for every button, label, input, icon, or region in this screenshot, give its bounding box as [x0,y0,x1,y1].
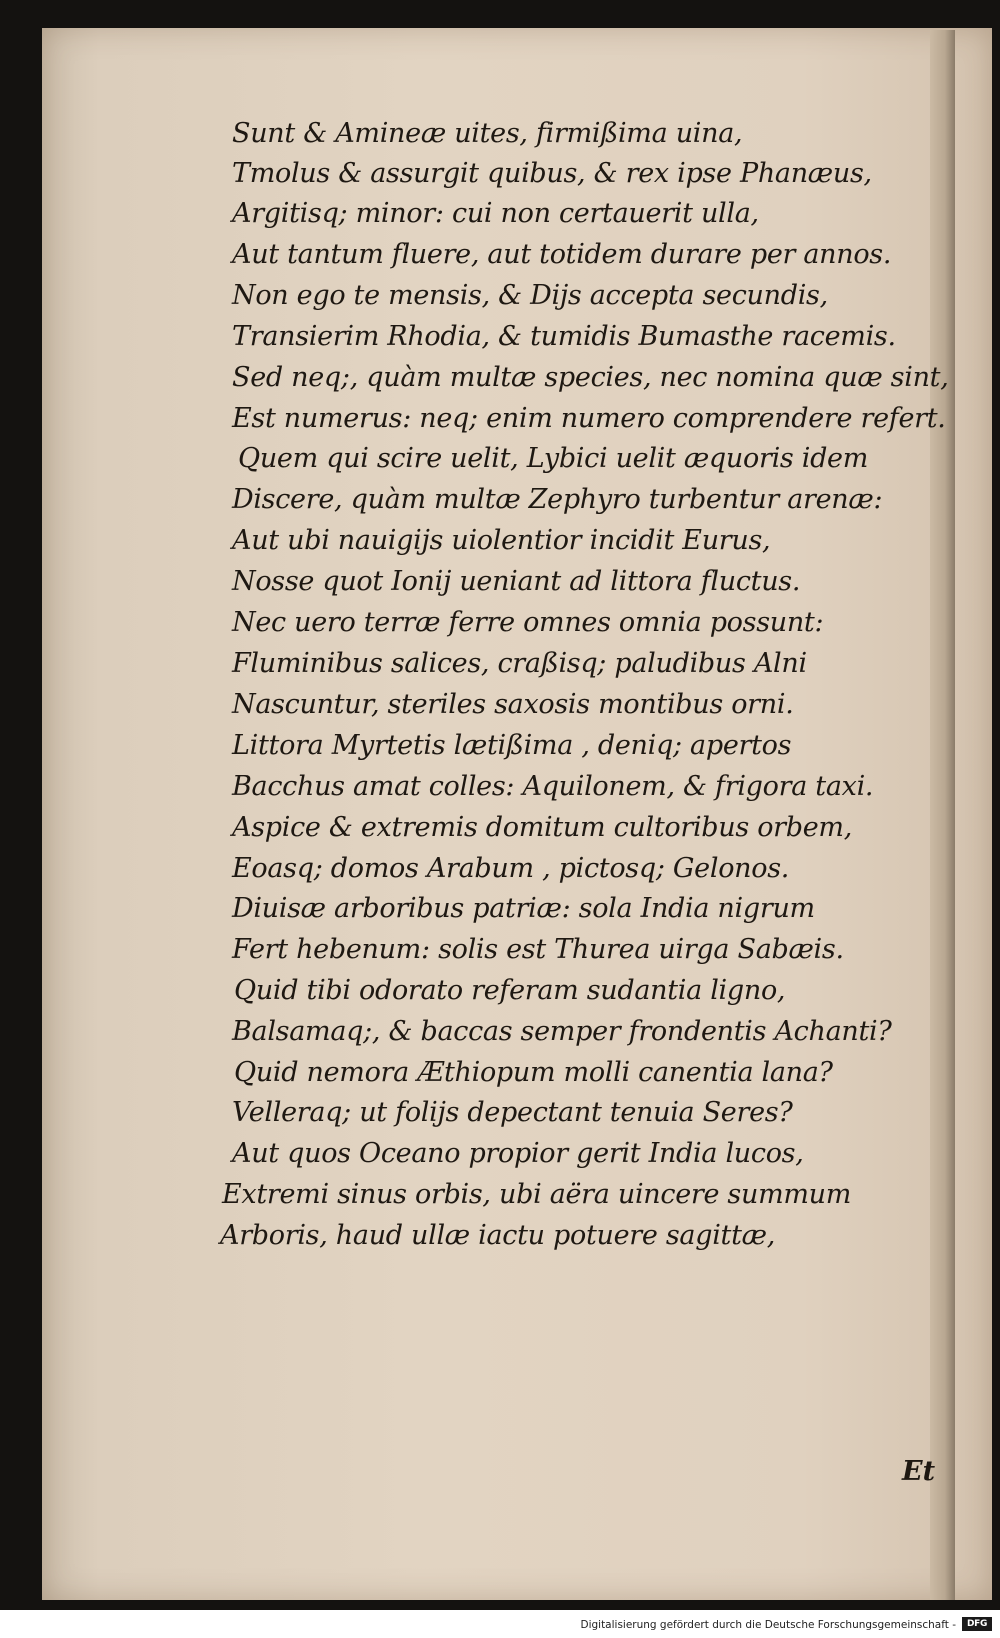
poem-line: Quid tibi odorato referam sudantia ligno, [234,975,786,1006]
poem-line: Tmolus & assurgit quibus, & rex ipse Phanæus, [232,158,872,189]
poem-line: Quid nemora Æthiopum molli canentia lana? [234,1057,833,1088]
poem-line: Nosse quot Ionij ueniant ad littora fluctus. [232,566,801,597]
catchword: Et [902,1456,936,1487]
poem-line: Nec uero terræ ferre omnes omnia possunt: [232,607,824,638]
poem-line: Aut tantum fluere, aut totidem durare per annos. [232,239,892,270]
poem-line: Fert hebenum: solis est Thurea uirga Sabæis. [232,934,844,965]
poem-line: Sed neq;, quàm multæ species, nec nomina quæ sint, [232,362,949,393]
poem-line: Nascuntur, steriles saxosis montibus orni. [232,689,794,720]
poem-line: Aut quos Oceano propior gerit India lucos, [232,1138,804,1169]
poem-line: Diuisæ arboribus patriæ: sola India nigrum [232,893,815,924]
poem-line: Arboris, haud ullæ iactu potuere sagittæ, [220,1220,776,1251]
footer-bar [0,1610,1000,1638]
poem-line: Sunt & Amineæ uites, firmißima uina, [232,118,743,149]
poem-line: Littora Myrtetis lætißima , deniq; apertos [232,730,792,761]
poem-line: Eoasq; domos Arabum , pictosq; Gelonos. [232,853,790,884]
poem-line: Argitisq; minor: cui non certauerit ulla, [232,198,759,229]
poem-line: Discere, quàm multæ Zephyro turbentur arenæ: [232,484,883,515]
poem-line: Aspice & extremis domitum cultoribus orbem, [232,812,853,843]
poem-line: Velleraq; ut folijs depectant tenuia Seres? [232,1097,793,1128]
poem-line: Balsamaq;, & baccas semper frondentis Achanti? [232,1016,892,1047]
poem-line: Bacchus amat colles: Aquilonem, & frigora taxi. [232,771,874,802]
dfg-logo: DFG [962,1617,992,1631]
page-edge [930,30,955,1600]
poem-line: Fluminibus salices, craßisq; paludibus Alni [232,648,807,679]
poem-line: Non ego te mensis, & Dijs accepta secundis, [232,280,828,311]
poem-line: Est numerus: neq; enim numero comprendere refert. [232,403,946,434]
poem-line: Aut ubi nauigijs uiolentior incidit Eurus, [232,525,771,556]
poem-line: Quem qui scire uelit, Lybici uelit æquoris idem [238,443,869,474]
poem-line: Transierim Rhodia, & tumidis Bumasthe racemis. [232,321,896,352]
poem-line: Extremi sinus orbis, ubi aëra uincere summum [222,1179,852,1210]
funding-credit: Digitalisierung gefördert durch die Deutsche Forschungsgemeinschaft - [580,1619,956,1631]
